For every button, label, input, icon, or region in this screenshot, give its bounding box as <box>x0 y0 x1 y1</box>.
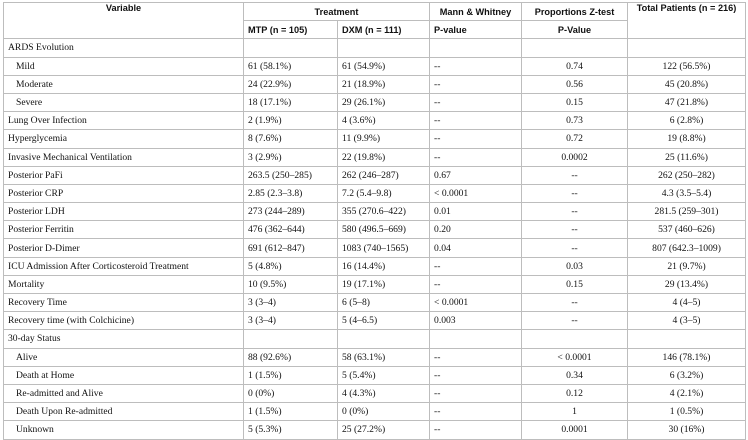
cell-mtp: 5 (5.3%) <box>244 421 338 439</box>
cell-mann-whitney-pvalue: -- <box>430 366 522 384</box>
cell-proportions-z-pvalue: -- <box>522 184 628 202</box>
header-row-1 <box>4 3 746 21</box>
cell-mtp: 3 (3–4) <box>244 312 338 330</box>
cell-variable: Moderate <box>4 75 244 93</box>
header-proportions-z: Proportions Z-test <box>522 3 628 21</box>
header-treatment: Treatment <box>244 3 430 21</box>
cell-mtp <box>244 330 338 348</box>
cell-mtp: 273 (244–289) <box>244 203 338 221</box>
cell-mann-whitney-pvalue: -- <box>430 403 522 421</box>
cell-total: 25 (11.6%) <box>628 148 746 166</box>
cell-mann-whitney-pvalue: -- <box>430 57 522 75</box>
cell-total: 4 (4–5) <box>628 294 746 312</box>
cell-total: 6 (3.2%) <box>628 366 746 384</box>
cell-dxm: 58 (63.1%) <box>338 348 430 366</box>
table-row <box>4 257 746 275</box>
cell-total <box>628 39 746 57</box>
cell-proportions-z-pvalue: 0.12 <box>522 384 628 402</box>
cell-total: 30 (16%) <box>628 421 746 439</box>
cell-dxm: 580 (496.5–669) <box>338 221 430 239</box>
cell-mann-whitney-pvalue: -- <box>430 384 522 402</box>
cell-mann-whitney-pvalue <box>430 330 522 348</box>
cell-mtp: 5 (4.8%) <box>244 257 338 275</box>
cell-variable: ARDS Evolution <box>4 39 244 57</box>
cell-proportions-z-pvalue: 1 <box>522 403 628 421</box>
cell-variable: Death at Home <box>4 366 244 384</box>
cell-proportions-z-pvalue: 0.03 <box>522 257 628 275</box>
cell-dxm: 29 (26.1%) <box>338 93 430 111</box>
cell-variable: Mild <box>4 57 244 75</box>
cell-mann-whitney-pvalue <box>430 39 522 57</box>
cell-total: 4 (3–5) <box>628 312 746 330</box>
cell-proportions-z-pvalue: 0.72 <box>522 130 628 148</box>
cell-variable: Hyperglycemia <box>4 130 244 148</box>
cell-proportions-z-pvalue: 0.0001 <box>522 421 628 439</box>
cell-total: 122 (56.5%) <box>628 57 746 75</box>
cell-proportions-z-pvalue: 0.56 <box>522 75 628 93</box>
table-row <box>4 348 746 366</box>
results-table <box>3 2 746 440</box>
cell-dxm <box>338 330 430 348</box>
cell-dxm: 0 (0%) <box>338 403 430 421</box>
cell-mtp: 691 (612–847) <box>244 239 338 257</box>
table-body <box>4 39 746 439</box>
cell-mann-whitney-pvalue: -- <box>430 93 522 111</box>
table-row <box>4 366 746 384</box>
cell-dxm: 4 (3.6%) <box>338 112 430 130</box>
cell-total: 146 (78.1%) <box>628 348 746 366</box>
cell-mann-whitney-pvalue: 0.003 <box>430 312 522 330</box>
cell-dxm: 7.2 (5.4–9.8) <box>338 184 430 202</box>
cell-variable: Posterior LDH <box>4 203 244 221</box>
cell-total: 45 (20.8%) <box>628 75 746 93</box>
cell-mtp: 88 (92.6%) <box>244 348 338 366</box>
cell-dxm <box>338 39 430 57</box>
cell-proportions-z-pvalue: 0.74 <box>522 57 628 75</box>
cell-mann-whitney-pvalue: < 0.0001 <box>430 294 522 312</box>
cell-total: 4.3 (3.5–5.4) <box>628 184 746 202</box>
table-row <box>4 239 746 257</box>
cell-total: 4 (2.1%) <box>628 384 746 402</box>
cell-variable: Death Upon Re-admitted <box>4 403 244 421</box>
cell-mtp: 1 (1.5%) <box>244 403 338 421</box>
cell-total <box>628 330 746 348</box>
cell-mann-whitney-pvalue: -- <box>430 130 522 148</box>
cell-mann-whitney-pvalue: -- <box>430 275 522 293</box>
cell-variable: 30-day Status <box>4 330 244 348</box>
cell-total: 281.5 (259–301) <box>628 203 746 221</box>
cell-mtp: 476 (362–644) <box>244 221 338 239</box>
cell-proportions-z-pvalue: 0.15 <box>522 275 628 293</box>
cell-mann-whitney-pvalue: -- <box>430 257 522 275</box>
cell-mtp <box>244 39 338 57</box>
cell-proportions-z-pvalue: 0.73 <box>522 112 628 130</box>
table-row <box>4 39 746 57</box>
cell-proportions-z-pvalue: -- <box>522 312 628 330</box>
cell-mtp: 0 (0%) <box>244 384 338 402</box>
cell-dxm: 1083 (740–1565) <box>338 239 430 257</box>
cell-dxm: 11 (9.9%) <box>338 130 430 148</box>
cell-mtp: 2 (1.9%) <box>244 112 338 130</box>
cell-dxm: 19 (17.1%) <box>338 275 430 293</box>
table-row <box>4 57 746 75</box>
cell-total: 537 (460–626) <box>628 221 746 239</box>
table-row <box>4 112 746 130</box>
cell-variable: Alive <box>4 348 244 366</box>
table-row <box>4 166 746 184</box>
cell-mann-whitney-pvalue: -- <box>430 112 522 130</box>
cell-variable: Posterior CRP <box>4 184 244 202</box>
cell-total: 21 (9.7%) <box>628 257 746 275</box>
table-row <box>4 203 746 221</box>
cell-dxm: 61 (54.9%) <box>338 57 430 75</box>
table-row <box>4 384 746 402</box>
table-row <box>4 75 746 93</box>
cell-proportions-z-pvalue <box>522 330 628 348</box>
cell-mtp: 24 (22.9%) <box>244 75 338 93</box>
cell-proportions-z-pvalue: -- <box>522 221 628 239</box>
table-row <box>4 130 746 148</box>
cell-proportions-z-pvalue: -- <box>522 203 628 221</box>
cell-variable: Mortality <box>4 275 244 293</box>
cell-total: 29 (13.4%) <box>628 275 746 293</box>
cell-mtp: 61 (58.1%) <box>244 57 338 75</box>
cell-proportions-z-pvalue: < 0.0001 <box>522 348 628 366</box>
cell-proportions-z-pvalue: 0.34 <box>522 366 628 384</box>
cell-total: 262 (250–282) <box>628 166 746 184</box>
cell-dxm: 25 (27.2%) <box>338 421 430 439</box>
table-row <box>4 148 746 166</box>
cell-total: 47 (21.8%) <box>628 93 746 111</box>
table-row <box>4 221 746 239</box>
cell-variable: Posterior D-Dimer <box>4 239 244 257</box>
table-row <box>4 312 746 330</box>
header-variable: Variable <box>4 3 244 39</box>
table-row <box>4 93 746 111</box>
cell-mtp: 10 (9.5%) <box>244 275 338 293</box>
cell-variable: Invasive Mechanical Ventilation <box>4 148 244 166</box>
cell-mann-whitney-pvalue: 0.04 <box>430 239 522 257</box>
cell-dxm: 5 (5.4%) <box>338 366 430 384</box>
header-mann-whitney-pvalue: P-value <box>430 21 522 39</box>
cell-mtp: 18 (17.1%) <box>244 93 338 111</box>
cell-dxm: 5 (4–6.5) <box>338 312 430 330</box>
cell-variable: Posterior PaFi <box>4 166 244 184</box>
table-row <box>4 184 746 202</box>
cell-mann-whitney-pvalue: -- <box>430 148 522 166</box>
cell-mann-whitney-pvalue: -- <box>430 348 522 366</box>
header-mann-whitney: Mann & Whitney <box>430 3 522 21</box>
cell-dxm: 262 (246–287) <box>338 166 430 184</box>
cell-mtp: 8 (7.6%) <box>244 130 338 148</box>
cell-total: 1 (0.5%) <box>628 403 746 421</box>
cell-proportions-z-pvalue: 0.15 <box>522 93 628 111</box>
table-row <box>4 275 746 293</box>
table-row <box>4 330 746 348</box>
cell-mtp: 3 (2.9%) <box>244 148 338 166</box>
cell-mtp: 1 (1.5%) <box>244 366 338 384</box>
cell-mtp: 3 (3–4) <box>244 294 338 312</box>
header-total: Total Patients (n = 216) <box>628 3 746 39</box>
cell-mann-whitney-pvalue: 0.67 <box>430 166 522 184</box>
cell-mann-whitney-pvalue: 0.20 <box>430 221 522 239</box>
cell-mann-whitney-pvalue: -- <box>430 421 522 439</box>
table-row <box>4 421 746 439</box>
cell-mann-whitney-pvalue: -- <box>430 75 522 93</box>
cell-dxm: 6 (5–8) <box>338 294 430 312</box>
cell-dxm: 355 (270.6–422) <box>338 203 430 221</box>
cell-dxm: 16 (14.4%) <box>338 257 430 275</box>
cell-variable: Re-admitted and Alive <box>4 384 244 402</box>
cell-proportions-z-pvalue: -- <box>522 239 628 257</box>
cell-mtp: 2.85 (2.3–3.8) <box>244 184 338 202</box>
cell-total: 807 (642.3–1009) <box>628 239 746 257</box>
cell-proportions-z-pvalue: -- <box>522 294 628 312</box>
cell-mann-whitney-pvalue: 0.01 <box>430 203 522 221</box>
cell-variable: Recovery Time <box>4 294 244 312</box>
cell-dxm: 22 (19.8%) <box>338 148 430 166</box>
cell-variable: Recovery time (with Colchicine) <box>4 312 244 330</box>
table-row <box>4 294 746 312</box>
cell-variable: Lung Over Infection <box>4 112 244 130</box>
cell-variable: Severe <box>4 93 244 111</box>
cell-dxm: 4 (4.3%) <box>338 384 430 402</box>
cell-variable: Unknown <box>4 421 244 439</box>
cell-proportions-z-pvalue <box>522 39 628 57</box>
table-row <box>4 403 746 421</box>
cell-variable: ICU Admission After Corticosteroid Treatment <box>4 257 244 275</box>
cell-dxm: 21 (18.9%) <box>338 75 430 93</box>
cell-proportions-z-pvalue: -- <box>522 166 628 184</box>
header-mtp: MTP (n = 105) <box>244 21 338 39</box>
cell-variable: Posterior Ferritin <box>4 221 244 239</box>
cell-proportions-z-pvalue: 0.0002 <box>522 148 628 166</box>
cell-mtp: 263.5 (250–285) <box>244 166 338 184</box>
cell-total: 6 (2.8%) <box>628 112 746 130</box>
cell-mann-whitney-pvalue: < 0.0001 <box>430 184 522 202</box>
cell-total: 19 (8.8%) <box>628 130 746 148</box>
header-proportions-z-pvalue: P-Value <box>522 21 628 39</box>
header-dxm: DXM (n = 111) <box>338 21 430 39</box>
